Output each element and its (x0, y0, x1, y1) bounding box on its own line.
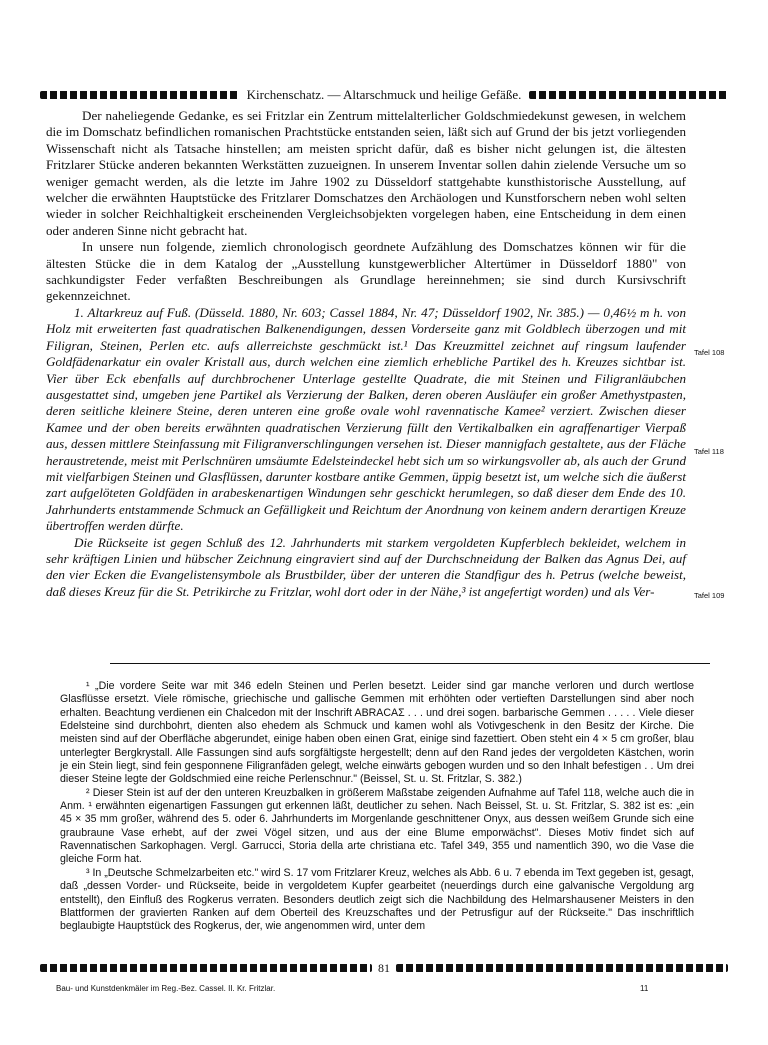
margin-note-tafel: Tafel 109 (694, 591, 725, 600)
catalog-paragraph: 1. Altarkreuz auf Fuß. (Düsseld. 1880, Nr. 603; Cassel 1884, Nr. 47; Düsseldorf 1902, Nr. 385.) — 0,46½ m h. von Holz mit erweiterten fast quadratischen Balkenendigungen, dessen Vorderseite ganz mit Goldblech überzogen und mit Filigran, Steinen, Perlen etc. aufs allerreichste geschmückt ist.¹ Das Kreuzmittel zeichnet auf ringsum laufender Goldfädenarkatur ein ovaler Kristall aus, durch welchen eine ziemlich erhebliche Partikel des h. Kreuzes sichtbar ist. Vier über Eck ebenfalls auf durchbrochener Unterlage gestellte Quadrate, die mit Steinen und Filigranläubchen ausgestattet sind, umgeben jene Partikel als Verzierung der Balken, deren oberen Ausläufer ein großer Amethystpasten, deren seitliche kleinere Steine, deren unteren eine große ovale wohl ravennatische Kamee² verziert. Zwischen dieser Kamee und der oben bereits erwähnten quadratischen Verzierung füllt den Vertikalbalken ein agraffenartiger Vierpaß aus, dessen mittlere Steinfassung mit Filigranverschlingungen versehen ist. Dieser mannigfach gestaltete, aus der Fläche heraustretende, meist mit Perlschnüren umsäumte Edelsteindeckel hebt sich um so wirkungsvoller ab, als auch der Grund mit vielfarbigen Steinen und Glasflüssen, darunter kostbare antike Gemmen, üppig besetzt ist, um welche sich die äußerst zart aufgelöteten Goldfäden in arabeskenartigen Windungen sehr geschickt herumlegen, so daß dieser dem Ende des 10. Jahrhunderts entstammende Schmuck an Gefälligkeit und Reichtum der Anordnung von keinem andern derartigen Kreuze übertroffen werden dürfte. (46, 304, 686, 534)
catalog-paragraph: Die Rückseite ist gegen Schluß des 12. Jahrhunderts mit starkem vergoldeten Kupferblech bekleidet, welchem in sehr kräftigen Linien und hübscher Zeichnung eingraviert sind auf der Durchschneidung der Balken das Agnus Dei, auf den vier Ecken die Evangelistensymbole als Brustbilder, über der unteren die Standfigur des h. Petrus (welche beweist, daß dieses Kreuz für die St. Petrikirche zu Fritzlar, wohl dort oder in der Nähe,³ ist angefertigt worden) und als Ver- (46, 534, 686, 599)
footnote: ³ In „Deutsche Schmelzarbeiten etc." wird S. 17 vom Fritzlarer Kreuz, welches als Abb. 6 u. 7 ebenda im Text gegeben ist, gesagt, daß „dessen Vorder- und Rückseite, beide in vergoldetem Kupfer gearbeitet (neuerdings durch eine galvanische Vergoldung arg entstellt), den Einfluß des Rogkerus verraten. Besonders deutlich zeigt sich die Nachbildung des Helmarshausener Meisters in den Blattformen der gravierten Ranken auf dem Oberteil des Kreuzschaftes und der Petrusfigur auf der Rückseite." Das inschriftlich beglaubigte Hauptstück des Rogkerus, der, wie angenommen wird, unter dem (60, 866, 694, 933)
footnote-divider (110, 663, 710, 664)
header-ornament-right (529, 91, 728, 99)
footnote: ¹ „Die vordere Seite war mit 346 edeln Steinen und Perlen besetzt. Leider sind gar manche verloren und durch wertlose Glasflüsse ersetzt. Viele römische, griechische und gallische Gemmen mit erhöhten oder vertieften Darstellungen sind aber noch erhalten. Beachtung verdienen ein Chalcedon mit der Inschrift ABRACAΣ . . . und drei sogen. barbarische Gemmen . . . . . Viele dieser Edelsteine sind durchbohrt, dienten also ehedem als Schmuck und kamen wohl als Votivgeschenk in den Besitz der Kirche. Die meisten sind auf der Oberfläche abgerundet, einige haben oben einen Grat, einige sind fazettiert. Oben steht ein 4 × 5 cm großer, blau unterlegter Bergkrystall. Alle Fassungen sind aufs sorgfältigste hergestellt; denn auf den Rand jedes der vergoldeten Kästchen, worin je ein Stein liegt, sind fein gesponnene Filigranfäden gelegt, welche einwärts gebogen wurden und so den Inhalt befestigen . . Um drei dieser Steine legte der Goldschmied eine reiche Perlenschnur." (Beissel, St. u. St. Fritzlar, S. 382.) (60, 680, 694, 786)
body-paragraph: Der naheliegende Gedanke, es sei Fritzlar ein Zentrum mittelalterlicher Goldschmiedekunst gewesen, in welchem die im Domschatz befindlichen romanischen Prachtstücke entstanden seien, läßt sich auf Grund der bis jetzt vorliegenden Wissenschaft nicht als Tatsache hinstellen; am meisten spricht dafür, daß es bisher nicht gelungen ist, die ältesten Fritzlarer Stücke anderen bekannten Werkstätten zuzueignen. In unserem Inventar sollen dahin zielende Versuche um so weniger gemacht werden, als die letzte im Jahre 1902 zu Düsseldorf stattgehabte kunsthistorische Ausstellung, auf welcher die erwähnten Hauptstücke des Fritzlarer Domschatzes den Archäologen und Kunstforschern neben wohl selten wieder in solcher Reichhaltigkeit erscheinenden Vergleichsobjekten vorgelegen haben, eine Entscheidung in dem einen oder anderen Sinne nicht gebracht hat. (46, 108, 686, 238)
running-title: Kirchenschatz. — Altarschmuck und heilige Gefäße. (246, 87, 522, 102)
publication-footer: Bau- und Kunstdenkmäler im Reg.-Bez. Cassel. II. Kr. Fritzlar. (56, 984, 276, 993)
footnote: ² Dieser Stein ist auf der den unteren Kreuzbalken in größerem Maßstabe zeigenden Aufnahme auf Tafel 118, welche auch die in Anm. ¹ erwähnten eigenartigen Fassungen gut erkennen läßt, deutlicher zu sehen. Nach Beissel, St. u. St. Fritzlar, S. 382 ist es: „ein 45 × 35 mm großer, während des 5. oder 6. Jahrhunderts im Morgenlande geschnittener Onyx, aus dessen weißem Grunde sich eine graubraune Vase erhebt, auf der zwei Vögel sitzen, und aus der eine Blume emporwächst". Dieses Motiv findet sich auf Ravennatischen Sarkophagen. Vergl. Garrucci, Storia della arte christiana etc. Tafel 349, 355 und namentlich 390, wo die Vase die gleiche Form hat. (60, 786, 694, 866)
margin-note-tafel: Tafel 108 (694, 348, 725, 357)
signature-mark: 11 (640, 984, 649, 993)
body-paragraph: In unsere nun folgende, ziemlich chronologisch geordnete Aufzählung des Domschatzes können wir für die ältesten Stücke die in dem Katalog der „Ausstellung kunstgewerblicher Altertümer in Düsseldorf 1880" von sachkundigster Feder verfaßten Beschreibungen als Grundlage hereinnehmen; sie sind durch Kursivschrift gekennzeichnet. (46, 239, 686, 304)
page-number: 81 (378, 960, 390, 975)
footer-ornament-right (396, 964, 728, 972)
page-number-bar (40, 961, 728, 975)
main-text (46, 108, 686, 600)
catalog-entry (46, 305, 686, 600)
footnotes (60, 680, 694, 934)
footer-ornament-left (40, 964, 372, 972)
header-ornament-left (40, 91, 239, 99)
margin-note-tafel: Tafel 118 (694, 447, 724, 456)
running-header (40, 84, 728, 106)
